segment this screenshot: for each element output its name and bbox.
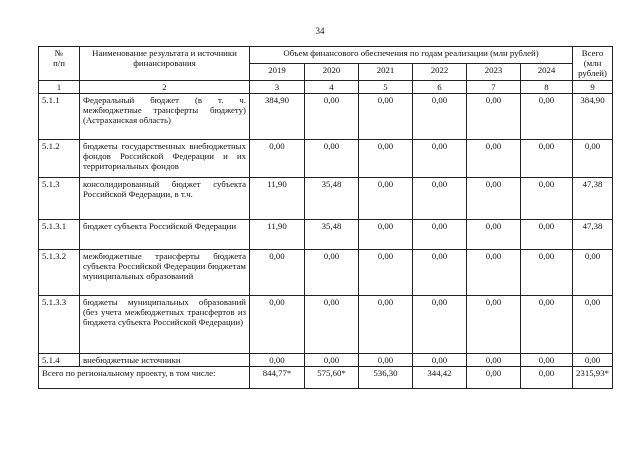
row-value: 0,00 [467, 353, 521, 366]
row-total: 0,00 [573, 249, 613, 295]
table-row [39, 177, 613, 219]
row-value: 0,00 [359, 219, 413, 249]
row-value: 0,00 [250, 249, 305, 295]
row-value: 0,00 [413, 219, 467, 249]
row-value: 0,00 [359, 93, 413, 139]
row-total: 0,00 [573, 295, 613, 353]
total-label: Всего по региональному проекту, в том числе: [39, 367, 250, 389]
row-value: 0,00 [521, 295, 573, 353]
row-value: 0,00 [521, 353, 573, 366]
row-value: 0,00 [305, 295, 359, 353]
header-total: Всего (млн рублей) [573, 47, 613, 81]
total-value: 344,42 [413, 367, 467, 389]
row-value: 0,00 [305, 249, 359, 295]
row-value: 384,90 [250, 93, 305, 139]
column-number: 3 [250, 80, 305, 93]
total-value: 0,00 [467, 367, 521, 389]
column-number: 2 [80, 80, 250, 93]
row-value: 0,00 [467, 93, 521, 139]
row-value: 0,00 [359, 353, 413, 366]
row-value: 0,00 [467, 219, 521, 249]
row-code: 5.1.3.2 [39, 249, 80, 295]
header-name: Наименование результата и источники финансирования [80, 47, 250, 81]
table-row [39, 93, 613, 139]
row-value: 0,00 [413, 177, 467, 219]
row-value: 0,00 [305, 139, 359, 177]
row-total: 0,00 [573, 139, 613, 177]
row-value: 0,00 [467, 295, 521, 353]
row-code: 5.1.3 [39, 177, 80, 219]
header-funding: Объем финансового обеспечения по годам реализации (млн рублей) [250, 47, 573, 64]
row-value: 0,00 [521, 249, 573, 295]
total-value: 844,77* [250, 367, 305, 389]
row-code: 5.1.1 [39, 93, 80, 139]
financing-table [38, 46, 613, 389]
total-value: 575,60* [305, 367, 359, 389]
column-number: 5 [359, 80, 413, 93]
row-value: 0,00 [305, 93, 359, 139]
row-value: 0,00 [250, 295, 305, 353]
row-total: 47,38 [573, 219, 613, 249]
row-value: 0,00 [250, 139, 305, 177]
row-name: Федеральный бюджет (в т. ч. межбюджетные трансферты бюджету) (Астраханская область) [80, 93, 250, 139]
row-value: 0,00 [467, 249, 521, 295]
table-row [39, 139, 613, 177]
row-value: 0,00 [413, 295, 467, 353]
column-number-row [39, 80, 613, 93]
row-value: 0,00 [521, 219, 573, 249]
row-name: бюджет субъекта Российской Федерации [80, 219, 250, 249]
header-year: 2022 [413, 63, 467, 80]
header-year: 2023 [467, 63, 521, 80]
row-value: 0,00 [521, 139, 573, 177]
header-row-main [39, 47, 613, 64]
column-number: 8 [521, 80, 573, 93]
row-value: 0,00 [359, 177, 413, 219]
table-row [39, 295, 613, 353]
row-name: консолидированный бюджет субъекта Российской Федерации, в т.ч. [80, 177, 250, 219]
row-value: 0,00 [467, 177, 521, 219]
total-value: 0,00 [521, 367, 573, 389]
row-value: 0,00 [305, 353, 359, 366]
row-value: 11,90 [250, 219, 305, 249]
row-value: 0,00 [521, 177, 573, 219]
header-number: № п/п [39, 47, 80, 81]
total-sum: 2315,93* [573, 367, 613, 389]
row-code: 5.1.2 [39, 139, 80, 177]
column-number: 6 [413, 80, 467, 93]
row-value: 11,90 [250, 177, 305, 219]
column-number: 7 [467, 80, 521, 93]
row-name: бюджеты государственных внебюджетных фондов Российской Федерации и их территориальных фондов [80, 139, 250, 177]
row-total: 47,38 [573, 177, 613, 219]
row-value: 0,00 [413, 139, 467, 177]
header-year: 2019 [250, 63, 305, 80]
row-name: межбюджетные трансферты бюджета субъекта Российской Федерации бюджетам муниципальных образований [80, 249, 250, 295]
column-number: 1 [39, 80, 80, 93]
row-code: 5.1.3.1 [39, 219, 80, 249]
header-year: 2020 [305, 63, 359, 80]
column-number: 9 [573, 80, 613, 93]
row-value: 0,00 [521, 93, 573, 139]
row-value: 35,48 [305, 219, 359, 249]
page-number: 34 [315, 26, 325, 36]
row-value: 0,00 [467, 139, 521, 177]
row-code: 5.1.4 [39, 353, 80, 366]
column-number: 4 [305, 80, 359, 93]
header-year: 2024 [521, 63, 573, 80]
table-row [39, 249, 613, 295]
row-name: бюджеты муниципальных образований (без учета межбюджетных трансфертов из бюджета субъекта Российской Федерации) [80, 295, 250, 353]
row-total: 0,00 [573, 353, 613, 366]
row-name: внебюджетные источники [80, 353, 250, 366]
row-total: 384,90 [573, 93, 613, 139]
row-value: 0,00 [359, 249, 413, 295]
row-value: 35,48 [305, 177, 359, 219]
table-row [39, 353, 613, 366]
row-code: 5.1.3.3 [39, 295, 80, 353]
total-row [39, 367, 613, 389]
total-value: 536,30 [359, 367, 413, 389]
row-value: 0,00 [250, 353, 305, 366]
row-value: 0,00 [413, 249, 467, 295]
row-value: 0,00 [359, 295, 413, 353]
header-year: 2021 [359, 63, 413, 80]
row-value: 0,00 [359, 139, 413, 177]
row-value: 0,00 [413, 353, 467, 366]
row-value: 0,00 [413, 93, 467, 139]
table-row [39, 219, 613, 249]
